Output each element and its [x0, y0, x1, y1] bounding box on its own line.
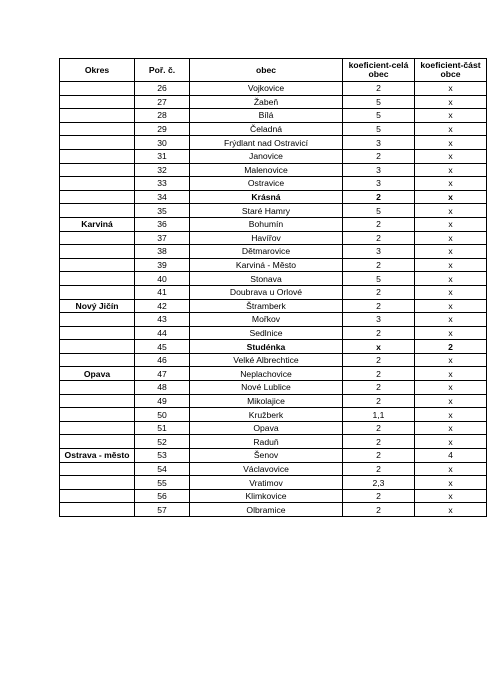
table-row: [60, 204, 487, 218]
municipality-cell: Šenov: [190, 449, 343, 463]
table-row: [60, 435, 487, 449]
municipality-cell: Vratimov: [190, 476, 343, 490]
coefficient-whole-cell: 2: [343, 285, 415, 299]
municipality-cell: Mikolajice: [190, 394, 343, 408]
table-row: [60, 299, 487, 313]
coefficient-part-cell: x: [415, 136, 487, 150]
district-cell: [60, 163, 135, 177]
coefficient-whole-cell: 2: [343, 449, 415, 463]
district-cell: [60, 82, 135, 96]
coefficient-whole-cell: 2: [343, 435, 415, 449]
municipality-cell: Studénka: [190, 340, 343, 354]
municipality-cell: Janovice: [190, 149, 343, 163]
coefficient-part-cell: x: [415, 462, 487, 476]
coefficient-whole-cell: 2: [343, 503, 415, 517]
header-koeficient-cast-obce: koeficient-část obce: [415, 59, 487, 82]
coefficient-whole-cell: 3: [343, 245, 415, 259]
coefficient-part-cell: x: [415, 122, 487, 136]
coefficient-part-cell: x: [415, 503, 487, 517]
municipality-cell: Dětmarovice: [190, 245, 343, 259]
row-number-cell: 49: [135, 394, 190, 408]
table-row: [60, 394, 487, 408]
coefficient-part-cell: x: [415, 285, 487, 299]
coefficient-whole-cell: 2: [343, 462, 415, 476]
coefficient-whole-cell: 5: [343, 122, 415, 136]
row-number-cell: 40: [135, 272, 190, 286]
coefficient-part-cell: x: [415, 435, 487, 449]
district-cell: [60, 136, 135, 150]
district-cell: [60, 421, 135, 435]
municipality-cell: Frýdlant nad Ostravicí: [190, 136, 343, 150]
municipality-cell: Staré Hamry: [190, 204, 343, 218]
coefficient-part-cell: x: [415, 82, 487, 96]
municipality-cell: Vojkovice: [190, 82, 343, 96]
municipality-cell: Štramberk: [190, 299, 343, 313]
coefficient-part-cell: x: [415, 95, 487, 109]
district-cell: [60, 177, 135, 191]
row-number-cell: 51: [135, 421, 190, 435]
district-cell: [60, 326, 135, 340]
coefficient-part-cell: x: [415, 299, 487, 313]
municipality-cell: Bílá: [190, 109, 343, 123]
table-row: [60, 367, 487, 381]
district-cell: [60, 313, 135, 327]
municipality-cell: Malenovice: [190, 163, 343, 177]
row-number-cell: 30: [135, 136, 190, 150]
municipality-cell: Sedlnice: [190, 326, 343, 340]
coefficient-part-cell: x: [415, 394, 487, 408]
coefficient-part-cell: x: [415, 258, 487, 272]
row-number-cell: 39: [135, 258, 190, 272]
row-number-cell: 57: [135, 503, 190, 517]
coefficient-part-cell: x: [415, 231, 487, 245]
district-cell: [60, 340, 135, 354]
row-number-cell: 33: [135, 177, 190, 191]
row-number-cell: 31: [135, 149, 190, 163]
table-row: [60, 245, 487, 259]
coefficient-part-cell: 4: [415, 449, 487, 463]
row-number-cell: 27: [135, 95, 190, 109]
table-row: [60, 476, 487, 490]
header-okres: Okres: [60, 59, 135, 82]
table-header-row: [60, 59, 487, 82]
coefficient-part-cell: x: [415, 190, 487, 204]
row-number-cell: 50: [135, 408, 190, 422]
coefficient-whole-cell: 3: [343, 136, 415, 150]
table-row: [60, 340, 487, 354]
district-cell: [60, 353, 135, 367]
district-cell: [60, 204, 135, 218]
coefficient-whole-cell: 2: [343, 82, 415, 96]
row-number-cell: 54: [135, 462, 190, 476]
coefficient-whole-cell: 3: [343, 163, 415, 177]
district-cell: [60, 435, 135, 449]
table-row: [60, 163, 487, 177]
coefficient-whole-cell: 2: [343, 394, 415, 408]
district-cell: [60, 109, 135, 123]
district-cell: Opava: [60, 367, 135, 381]
coefficient-whole-cell: 5: [343, 109, 415, 123]
table-row: [60, 313, 487, 327]
district-cell: Karviná: [60, 217, 135, 231]
municipality-cell: Nové Lublice: [190, 381, 343, 395]
coefficient-part-cell: x: [415, 353, 487, 367]
row-number-cell: 34: [135, 190, 190, 204]
coefficient-whole-cell: 2: [343, 421, 415, 435]
row-number-cell: 47: [135, 367, 190, 381]
municipality-cell: Krásná: [190, 190, 343, 204]
coefficient-whole-cell: 2: [343, 258, 415, 272]
municipality-cell: Havířov: [190, 231, 343, 245]
coefficient-part-cell: x: [415, 149, 487, 163]
coefficient-part-cell: x: [415, 177, 487, 191]
coefficient-part-cell: x: [415, 381, 487, 395]
coefficient-part-cell: x: [415, 204, 487, 218]
table-row: [60, 82, 487, 96]
coefficient-whole-cell: 2: [343, 231, 415, 245]
coefficient-whole-cell: 2: [343, 299, 415, 313]
coefficient-whole-cell: 2: [343, 190, 415, 204]
municipality-cell: Doubrava u Orlové: [190, 285, 343, 299]
municipality-cell: Bohumín: [190, 217, 343, 231]
table-row: [60, 285, 487, 299]
district-cell: [60, 408, 135, 422]
coefficient-part-cell: x: [415, 326, 487, 340]
district-cell: [60, 489, 135, 503]
table-row: [60, 177, 487, 191]
header-poradove-cislo: Poř. č.: [135, 59, 190, 82]
table-row: [60, 503, 487, 517]
table-row: [60, 149, 487, 163]
district-cell: [60, 245, 135, 259]
coefficient-whole-cell: 2: [343, 367, 415, 381]
municipality-coefficient-table: [59, 58, 487, 517]
row-number-cell: 52: [135, 435, 190, 449]
district-cell: [60, 394, 135, 408]
municipality-cell: Neplachovice: [190, 367, 343, 381]
municipality-cell: Kružberk: [190, 408, 343, 422]
coefficient-part-cell: x: [415, 245, 487, 259]
table-row: [60, 462, 487, 476]
row-number-cell: 55: [135, 476, 190, 490]
header-koeficient-cela-obec: koeficient-celá obec: [343, 59, 415, 82]
header-obec: obec: [190, 59, 343, 82]
table-row: [60, 449, 487, 463]
row-number-cell: 44: [135, 326, 190, 340]
table-row: [60, 489, 487, 503]
coefficient-part-cell: 2: [415, 340, 487, 354]
coefficient-whole-cell: 2: [343, 489, 415, 503]
row-number-cell: 37: [135, 231, 190, 245]
district-cell: Ostrava - město: [60, 449, 135, 463]
municipality-cell: Čeladná: [190, 122, 343, 136]
coefficient-whole-cell: 2: [343, 326, 415, 340]
table-row: [60, 258, 487, 272]
municipality-cell: Karviná - Město: [190, 258, 343, 272]
table-row: [60, 353, 487, 367]
coefficient-whole-cell: 2,3: [343, 476, 415, 490]
district-cell: [60, 231, 135, 245]
district-cell: [60, 95, 135, 109]
district-cell: [60, 122, 135, 136]
district-cell: Nový Jičín: [60, 299, 135, 313]
municipality-cell: Opava: [190, 421, 343, 435]
row-number-cell: 29: [135, 122, 190, 136]
coefficient-whole-cell: 2: [343, 353, 415, 367]
district-cell: [60, 258, 135, 272]
row-number-cell: 28: [135, 109, 190, 123]
municipality-cell: Ostravice: [190, 177, 343, 191]
table-row: [60, 326, 487, 340]
row-number-cell: 43: [135, 313, 190, 327]
municipality-cell: Raduň: [190, 435, 343, 449]
coefficient-part-cell: x: [415, 421, 487, 435]
table-row: [60, 381, 487, 395]
row-number-cell: 26: [135, 82, 190, 96]
row-number-cell: 53: [135, 449, 190, 463]
row-number-cell: 48: [135, 381, 190, 395]
coefficient-whole-cell: 2: [343, 217, 415, 231]
district-cell: [60, 462, 135, 476]
coefficient-whole-cell: 5: [343, 272, 415, 286]
row-number-cell: 46: [135, 353, 190, 367]
municipality-cell: Žabeň: [190, 95, 343, 109]
coefficient-part-cell: x: [415, 272, 487, 286]
row-number-cell: 45: [135, 340, 190, 354]
row-number-cell: 36: [135, 217, 190, 231]
district-cell: [60, 149, 135, 163]
coefficient-part-cell: x: [415, 217, 487, 231]
coefficient-whole-cell: 1,1: [343, 408, 415, 422]
row-number-cell: 35: [135, 204, 190, 218]
coefficient-part-cell: x: [415, 367, 487, 381]
municipality-cell: Velké Albrechtice: [190, 353, 343, 367]
coefficient-whole-cell: 3: [343, 177, 415, 191]
table-row: [60, 190, 487, 204]
district-cell: [60, 190, 135, 204]
table-row: [60, 272, 487, 286]
district-cell: [60, 272, 135, 286]
coefficient-whole-cell: 3: [343, 313, 415, 327]
district-cell: [60, 503, 135, 517]
coefficient-part-cell: x: [415, 476, 487, 490]
coefficient-part-cell: x: [415, 109, 487, 123]
row-number-cell: 32: [135, 163, 190, 177]
district-cell: [60, 285, 135, 299]
municipality-cell: Klimkovice: [190, 489, 343, 503]
table-row: [60, 136, 487, 150]
coefficient-part-cell: x: [415, 408, 487, 422]
district-cell: [60, 381, 135, 395]
table-row: [60, 421, 487, 435]
municipality-cell: Václavovice: [190, 462, 343, 476]
coefficient-part-cell: x: [415, 163, 487, 177]
municipality-cell: Olbramice: [190, 503, 343, 517]
table-row: [60, 408, 487, 422]
coefficient-whole-cell: 2: [343, 149, 415, 163]
coefficient-whole-cell: x: [343, 340, 415, 354]
municipality-cell: Stonava: [190, 272, 343, 286]
coefficient-whole-cell: 5: [343, 204, 415, 218]
district-cell: [60, 476, 135, 490]
row-number-cell: 56: [135, 489, 190, 503]
table-body: [60, 82, 487, 517]
table-row: [60, 217, 487, 231]
coefficient-whole-cell: 5: [343, 95, 415, 109]
row-number-cell: 41: [135, 285, 190, 299]
row-number-cell: 42: [135, 299, 190, 313]
table-row: [60, 95, 487, 109]
table-row: [60, 109, 487, 123]
coefficient-part-cell: x: [415, 489, 487, 503]
row-number-cell: 38: [135, 245, 190, 259]
coefficient-whole-cell: 2: [343, 381, 415, 395]
coefficient-part-cell: x: [415, 313, 487, 327]
municipality-cell: Mořkov: [190, 313, 343, 327]
table-row: [60, 231, 487, 245]
table-row: [60, 122, 487, 136]
